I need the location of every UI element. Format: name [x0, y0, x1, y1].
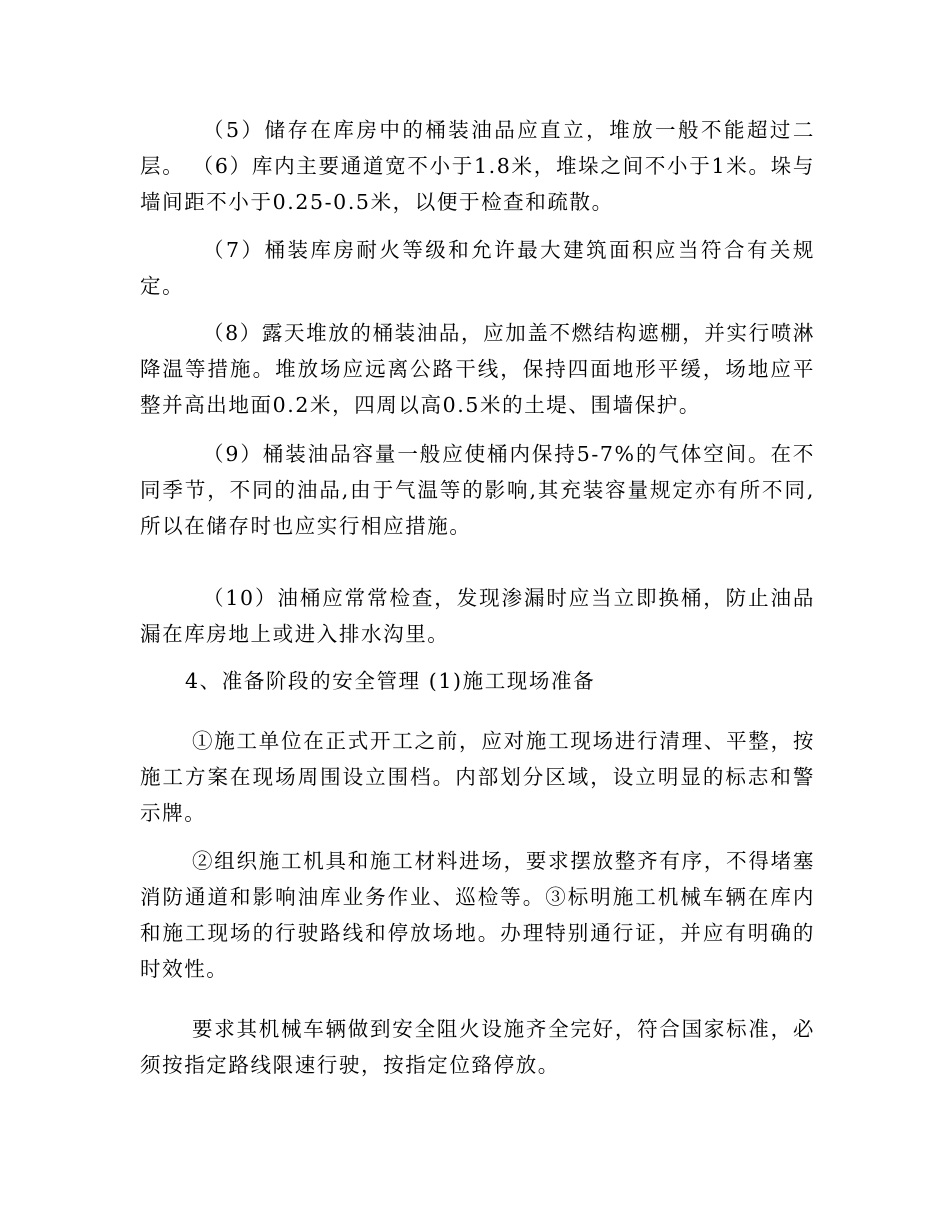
paragraph-open-air-storage: （8）露天堆放的桶装油品，应加盖不燃结构遮棚，并实行喷淋降温等措施。堆放场应远离公路干线，保持四面地形平缓，场地应平整并高出地面0.2米，四周以高0.5米的土堤、围墙保护。 — [140, 321, 815, 417]
paragraph-barrel-inspection: （10）油桶应常常检查，发现渗漏时应当立即换桶，防止油品漏在库房地上或进入排水沟里。 — [140, 586, 815, 646]
paragraph-barrel-capacity: （9）桶装油品容量一般应使桶内保持5-7%的气体空间。在不同季节，不同的油品,由于气温等的影响,其充装容量规定亦有所不同,所以在储存时也应实行相应措施。 — [140, 442, 815, 538]
section-heading-preparation-stage: 4、准备阶段的安全管理 (1)施工现场准备 — [185, 669, 596, 693]
paragraph-fire-rating: （7）桶装库房耐火等级和允许最大建筑面积应当符合有关规定。 — [140, 238, 815, 298]
paragraph-barrel-storage-stacking: （5）储存在库房中的桶装油品应直立，堆放一般不能超过二层。 （6）库内主要通道宽不小于1.8米，堆垛之间不小于1米。垛与墙间距不小于0.25-0.5米，以便于检查和疏散。 — [140, 118, 815, 214]
paragraph-vehicle-requirements: 要求其机械车辆做到安全阻火设施齐全完好，符合国家标准，必须按指定路线限速行驶，按指定位臵停放。 — [140, 1017, 815, 1077]
paragraph-equipment-entry: ②组织施工机具和施工材料进场，要求摆放整齐有序，不得堵塞消防通道和影响油库业务作业、巡检等。③标明施工机械车辆在库内和施工现场的行驶路线和停放场地。办理特别通行证，并应有明确的时效性。 — [140, 849, 815, 981]
paragraph-site-clearing: ①施工单位在正式开工之前，应对施工现场进行清理、平整，按施工方案在现场周围设立围档。内部划分区域，设立明显的标志和警示牌。 — [140, 729, 815, 825]
